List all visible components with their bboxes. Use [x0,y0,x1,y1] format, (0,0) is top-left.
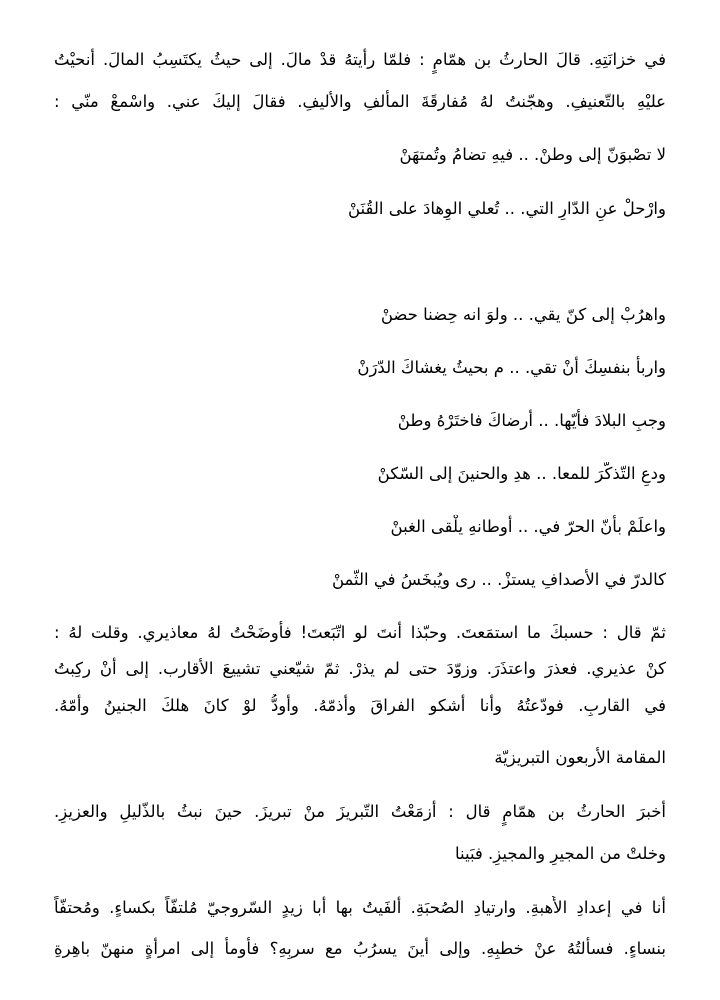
narrative-line: ثمّ قال : حسبكَ ما استمَعتَ. وحبّذا أنتَ لو اتّبَعتَ! فأوضَحْتُ لهُ معاذيري. وقلت لهُ : [54,623,666,642]
verse-line: ودعِ التّذكّرَ للمعا. .. هدِ والحنينَ إلى السّكنْ [377,464,666,483]
verse-line: وارْحلْ عنِ الدّارِ التي. .. تُعلي الوِهادَ على القُنَنْ [347,199,666,218]
verse-line: لا تصْبوَنّ إلى وطنْ. .. فيهِ تضامُ وتُمتهَنْ [399,145,666,164]
verse-line: واعلَمْ بأنّ الحرّ في. .. أوطانهِ يلْقى الغبنْ [390,517,666,536]
verse-line: كالدرّ في الأصدافِ يستزْ. .. رى ويُبخَسُ في الثّمنْ [331,570,666,589]
closing-line: أنا في إعدادِ الأُهبةِ. وارتيادِ الصُحبَةِ. ألفَيتُ بها أبا زيدٍ السّروجيّ مُلتفّاً بكساءٍ. ومُحتفّاً [54,898,666,917]
verse-line: واربأ بنفسِكَ أنْ تقي. .. م بحيثُ يغشاكَ الدّرَنْ [357,358,666,377]
section-title: المقامة الأربعون التبريزيّة [494,748,666,767]
section-line: وخلتْ من المجيرِ والمجيزِ. فبَينا [454,844,666,863]
narrative-line: في القاربِ. فودّعتُهُ وأنا أشكو الفراقَ وأذمّهُ. وأودُّ لوْ كانَ هلكَ الجنينُ وأمّهُ. [54,696,666,715]
intro-line: عليْهِ بالتّعنيفِ. وهجّنتُ لهُ مُفارقَةَ المألفِ والأليفِ. فقالَ إليكَ عني. واسْمعْ منّي : [54,92,666,111]
intro-line: في خزانَتِهِ. قالَ الحارثُ بن همّامٍ : فلمّا رأيتهُ قدْ مالَ. إلى حيثُ يكتَسِبُ المالَ. أنحيْتُ [54,50,666,69]
narrative-line: كنْ عذيري. فعذرَ واعتذَرَ. وزوّدَ حتى لم يذرْ. ثمّ شيّعني تشييعَ الأقارب. إلى أنْ ركِبتُ [54,659,666,678]
section-line: أخبرَ الحارثُ بن همّامٍ قال : أزمَعْتُ التّبريزَ منْ تبريزَ. حينَ نبثُ بالذّليلِ والعزيزِ. [54,802,666,821]
verse-line: وجبِ البلادَ فأيّها. .. أرضاكَ فاختَرْهُ وطنْ [397,411,666,430]
closing-line: بنساءٍ. فسألتُهُ عنْ خطبِهِ. وإلى أينَ يسرُبُ مع سربِهِ؟ فأومأ إلى امرأةٍ منهنّ باهِرةِ [54,939,666,958]
verse-line: واهرُبْ إلى كنّ يقي. .. ولوَ انه حِضنا حضنْ [380,305,666,324]
